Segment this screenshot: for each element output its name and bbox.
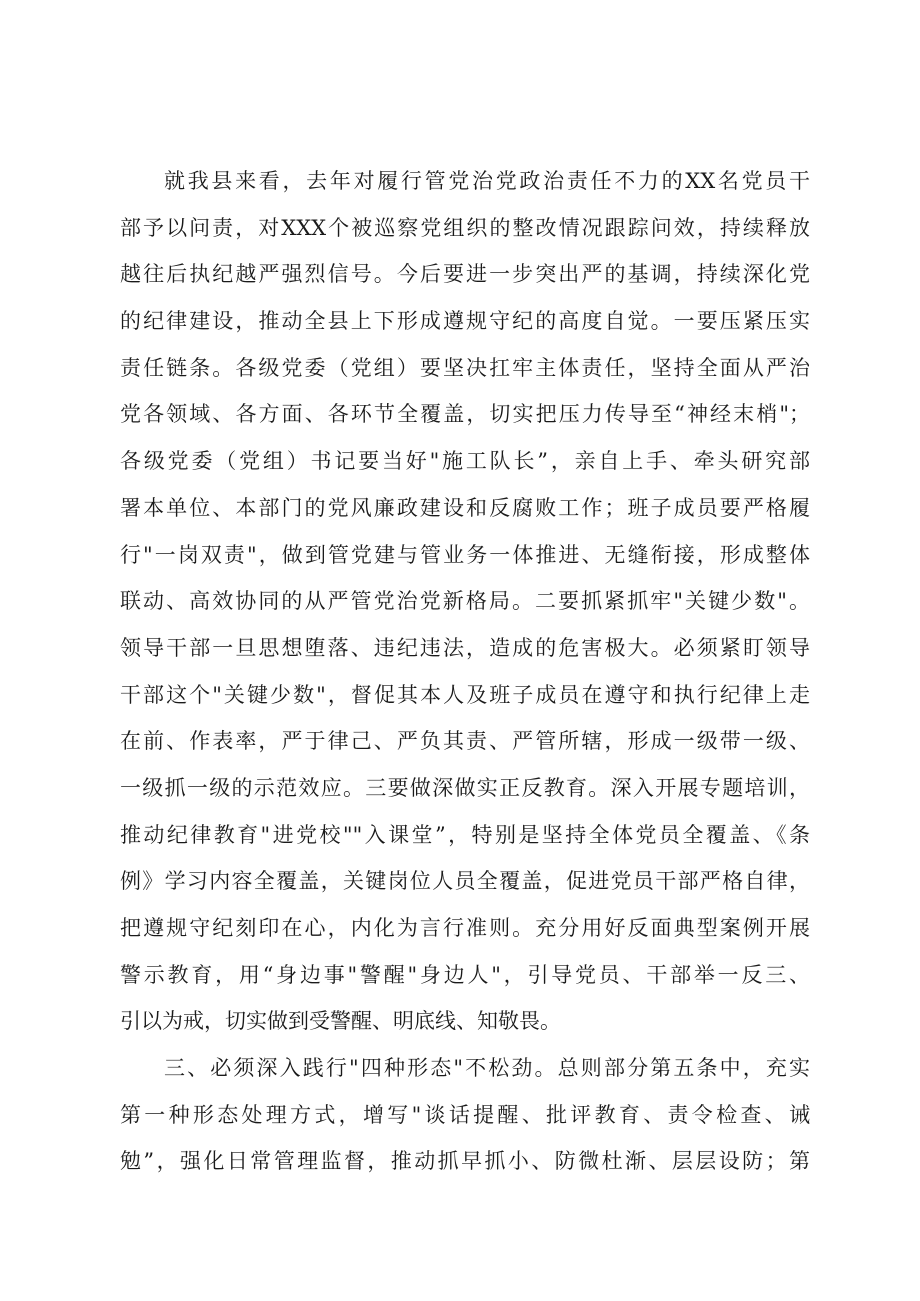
text-line: 干部这个"关键少数"，督促其本人及班子成员在遵守和执行纪律上走 [120,682,810,707]
text-line: 警示教育，用“身边事"警醒"身边人"，引导党员、干部举一反三、 [120,962,810,987]
text-line: 的纪律建设，推动全县上下形成遵规守纪的高度自觉。一要压紧压实 [120,309,810,334]
text-line: 署本单位、本部门的党风廉政建设和反腐败工作；班子成员要严格履 [120,495,810,520]
text-line: 各级党委（党组）书记要当好"施工队长”，亲自上手、牵头研究部 [120,449,810,474]
text-line: 在前、作表率，严于律己、严负其责、严管所辖，形成一级带一级、 [120,729,810,754]
body-text [120,158,810,1185]
text-line: 三、必须深入践行"四种形态"不松劲。总则部分第五条中，充实 [164,1056,810,1081]
text-line: 引以为戒，切实做到受警醒、明底线、知敬畏。 [120,1009,561,1034]
paragraph-four-forms [120,1045,810,1185]
text-line: 就我县来看，去年对履行管党治党政治责任不力的XX名党员干 [164,169,810,193]
text-line: 党各领域、各方面、各环节全覆盖，切实把压力传导至“神经末梢"； [120,402,810,427]
text-line: 责任链条。各级党委（党组）要坚决扛牢主体责任，坚持全面从严治 [120,355,810,380]
paragraph-discipline-building [120,158,810,1045]
text-line: 行"一岗双责"，做到管党建与管业务一体推进、无缝衔接，形成整体 [120,542,810,567]
text-line: 部予以问责，对XXX个被巡察党组织的整改情况跟踪问效，持续释放 [120,215,810,240]
text-line: 一级抓一级的示范效应。三要做深做实正反教育。深入开展专题培训， [120,775,810,800]
text-line: 联动、高效协同的从严管党治党新格局。二要抓紧抓牢"关键少数"。 [120,589,810,614]
text-line: 例》学习内容全覆盖，关键岗位人员全覆盖，促进党员干部严格自律， [120,869,810,894]
text-line: 第一种形态处理方式，增写"谈话提醒、批评教育、责令检查、诫 [120,1102,810,1127]
text-line: 领导干部一旦思想堕落、违纪违法，造成的危害极大。必须紧盯领导 [120,635,810,660]
text-line: 把遵规守纪刻印在心，内化为言行准则。充分用好反面典型案例开展 [120,916,810,940]
text-line: 勉”，强化日常管理监督，推动抓早抓小、防微杜渐、层层设防；第 [120,1149,810,1174]
text-line: 推动纪律教育"进党校""入课堂”，特别是坚持全体党员全覆盖、《条 [120,822,810,847]
text-line: 越往后执纪越严强烈信号。今后要进一步突出严的基调，持续深化党 [120,262,810,287]
